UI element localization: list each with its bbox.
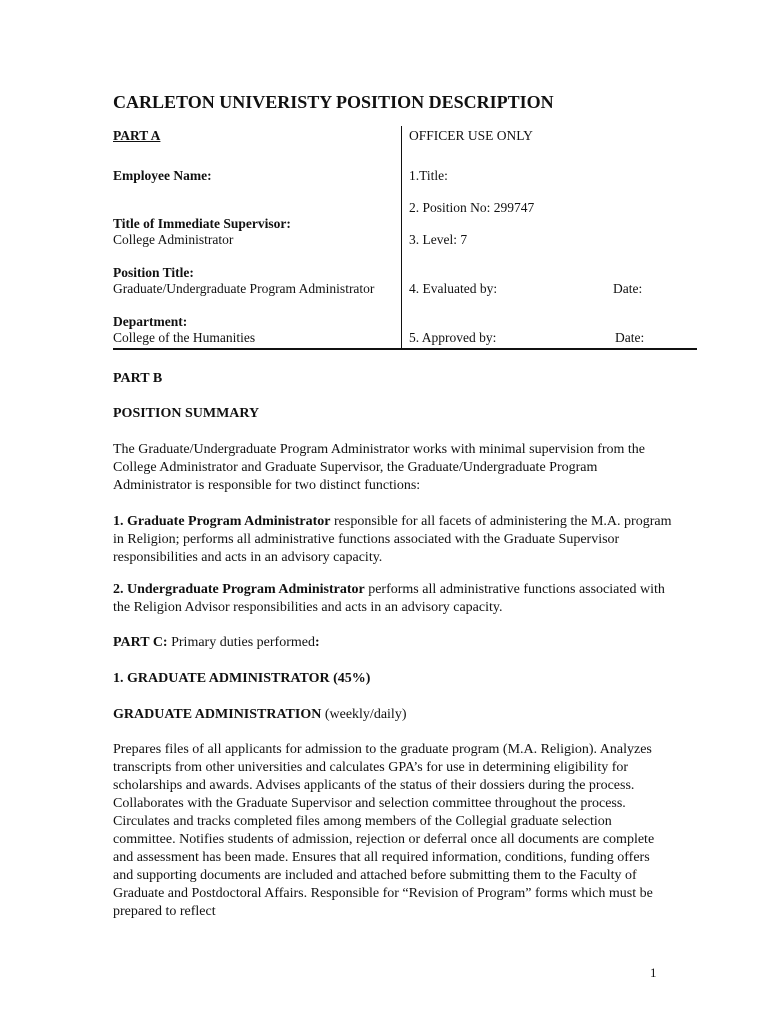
officer-approved-by: 5. Approved by: bbox=[409, 330, 497, 345]
employee-name-label: Employee Name: bbox=[113, 168, 212, 183]
officer-title-field: 1.Title: bbox=[409, 168, 448, 183]
page-number: 1 bbox=[650, 965, 657, 980]
table-bottom-rule bbox=[113, 348, 697, 350]
supervisor-value: College Administrator bbox=[113, 232, 234, 247]
officer-position-no: 2. Position No: 299747 bbox=[409, 200, 535, 215]
position-title-value: Graduate/Undergraduate Program Administrator bbox=[113, 281, 375, 296]
function-item-undergraduate bbox=[113, 581, 673, 617]
function-item-graduate bbox=[113, 513, 673, 567]
department-label: Department: bbox=[113, 314, 188, 329]
function-item-graduate-title: 1. Graduate Program Administrator bbox=[113, 514, 331, 529]
position-info-table bbox=[113, 126, 697, 350]
part-b-label: PART B bbox=[113, 371, 163, 386]
function-item-undergraduate-text: performs all administrative functions associated with the Religion Advisor responsibilities and acts in an advisory capacity. bbox=[113, 582, 665, 615]
graduate-administration-paragraph: Prepares files of all applicants for admission to the graduate program (M.A. Religion). Analyzes transcripts from other universities and calculates GPA’s for use in determining eligibility for scholarships and awards. Advises applicants of the status of their dossiers during the process. Collaborates with the Graduate Supervisor and selection committee throughout the process. Circulates and tracks completed files among members of the Collegial graduate selection committee. Notifies students of admission, rejection or deferral once all documents are complete and assessment has been made. Ensures that all required information, conditions, funding offers and supporting documents are included and attached before submitting them to the Faculty of Graduate and Postdoctoral Affairs. Responsible for “Revision of Program” forms which must be prepared to reflect bbox=[113, 742, 655, 919]
officer-approved-date: Date: bbox=[615, 330, 645, 345]
part-c-label-text: Primary duties performed bbox=[167, 635, 315, 650]
officer-evaluated-date: Date: bbox=[613, 281, 643, 296]
function-item-undergraduate-title: 2. Undergraduate Program Administrator bbox=[113, 582, 365, 597]
officer-evaluated-by: 4. Evaluated by: bbox=[409, 281, 498, 296]
position-title-label: Position Title: bbox=[113, 265, 194, 280]
officer-level: 3. Level: 7 bbox=[409, 232, 468, 247]
table-column-divider bbox=[401, 126, 402, 348]
part-c-label-colon: : bbox=[314, 635, 320, 650]
graduate-administration-subheading bbox=[113, 706, 673, 724]
graduate-administration-frequency: (weekly/daily) bbox=[321, 707, 407, 722]
officer-use-header: OFFICER USE ONLY bbox=[409, 128, 533, 143]
department-value: College of the Humanities bbox=[113, 330, 256, 345]
position-summary-heading: POSITION SUMMARY bbox=[113, 406, 260, 421]
part-c-label: PART C: bbox=[113, 635, 168, 650]
graduate-administrator-heading: 1. GRADUATE ADMINISTRATOR (45%) bbox=[113, 671, 371, 686]
graduate-administration-subheading-title: GRADUATE ADMINISTRATION bbox=[113, 707, 322, 722]
function-item-graduate-text: responsible for all facets of administering the M.A. program in Religion; performs all administrative functions associated with the Graduate Supervisor responsibilities and acts in an advisory capacity. bbox=[113, 514, 672, 565]
position-summary-text: The Graduate/Undergraduate Program Administrator works with minimal supervision from the College Administrator and Graduate Supervisor, the Graduate/Undergraduate Program Administrator is responsible for two distinct functions: bbox=[113, 442, 646, 493]
supervisor-label: Title of Immediate Supervisor: bbox=[113, 216, 291, 231]
document-title: CARLETON UNIVERISTY POSITION DESCRIPTION bbox=[113, 92, 554, 112]
part-c-heading bbox=[113, 634, 673, 652]
part-a-label: PART A bbox=[113, 128, 161, 143]
